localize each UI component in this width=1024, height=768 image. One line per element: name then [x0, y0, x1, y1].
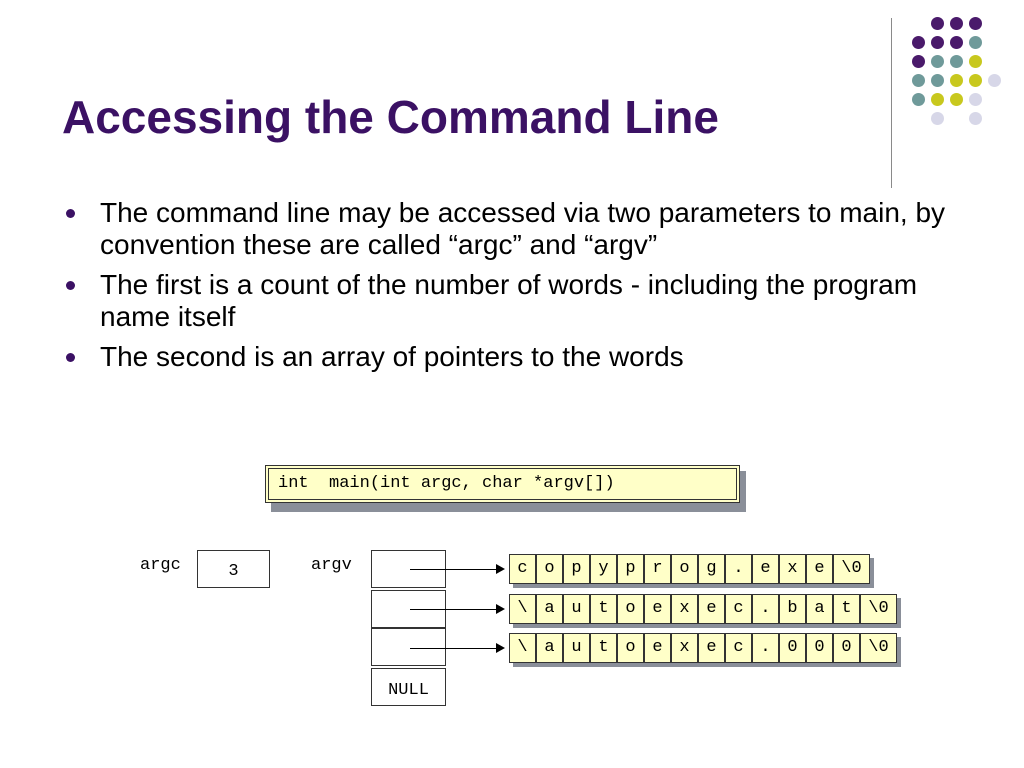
- bullet-dot-icon: [66, 209, 75, 218]
- decorative-dot: [950, 74, 963, 87]
- decorative-dot: [950, 17, 963, 30]
- bullet-text: The second is an array of pointers to the words: [100, 341, 684, 372]
- string-char-cell: b: [779, 594, 806, 624]
- bullet-item: [64, 341, 964, 373]
- string-char-cell: e: [644, 633, 671, 663]
- decorative-dot: [912, 74, 925, 87]
- string-char-cell: e: [698, 594, 725, 624]
- string-char-cell: \0: [833, 554, 870, 584]
- main-signature-code: int main(int argc, char *argv[]): [265, 465, 740, 503]
- decorative-dot: [912, 55, 925, 68]
- decorative-dot: [950, 55, 963, 68]
- bullet-dot-icon: [66, 353, 75, 362]
- bullet-item: [64, 197, 964, 261]
- pointer-arrow-line: [410, 569, 498, 570]
- decorative-dot: [950, 36, 963, 49]
- bullet-text: The command line may be accessed via two parameters to main, by convention these are called “argc” and “argv”: [100, 197, 946, 260]
- bullet-dot-icon: [66, 281, 75, 290]
- string-array-0: [509, 554, 870, 584]
- string-char-cell: \0: [860, 633, 897, 663]
- pointer-arrow-line: [410, 609, 498, 610]
- string-char-cell: x: [671, 594, 698, 624]
- string-char-cell: .: [725, 554, 752, 584]
- decorative-dot: [969, 55, 982, 68]
- argc-label: argc: [140, 556, 181, 575]
- argc-value-box: 3: [197, 550, 270, 588]
- string-char-cell: p: [563, 554, 590, 584]
- string-char-cell: .: [752, 633, 779, 663]
- string-char-cell: r: [644, 554, 671, 584]
- string-char-cell: e: [644, 594, 671, 624]
- string-char-cell: e: [806, 554, 833, 584]
- bullet-item: [64, 269, 964, 333]
- arrow-head-icon: [496, 604, 505, 614]
- string-char-cell: o: [671, 554, 698, 584]
- string-char-cell: u: [563, 594, 590, 624]
- arrow-head-icon: [496, 564, 505, 574]
- string-array-1: [509, 594, 897, 624]
- string-char-cell: a: [806, 594, 833, 624]
- string-char-cell: \0: [860, 594, 897, 624]
- string-char-cell: a: [536, 594, 563, 624]
- pointer-arrow-line: [410, 648, 498, 649]
- bullet-text: The first is a count of the number of words - including the program name itself: [100, 269, 918, 332]
- slide-title: Accessing the Command Line: [62, 91, 719, 143]
- string-char-cell: c: [509, 554, 536, 584]
- argv-null-cell: NULL: [371, 668, 446, 706]
- string-char-cell: o: [617, 633, 644, 663]
- decorative-dot: [912, 36, 925, 49]
- title-divider: [891, 18, 892, 188]
- decorative-dot: [931, 36, 944, 49]
- decorative-dot: [969, 112, 982, 125]
- decorative-dot: [969, 17, 982, 30]
- string-char-cell: t: [590, 594, 617, 624]
- string-char-cell: e: [752, 554, 779, 584]
- string-char-cell: y: [590, 554, 617, 584]
- string-char-cell: g: [698, 554, 725, 584]
- string-array-2: [509, 633, 897, 663]
- string-char-cell: 0: [806, 633, 833, 663]
- decorative-dot: [931, 17, 944, 30]
- string-char-cell: e: [698, 633, 725, 663]
- string-char-cell: o: [536, 554, 563, 584]
- string-char-cell: o: [617, 594, 644, 624]
- argv-pointer-cell-2: [371, 628, 446, 666]
- string-char-cell: t: [833, 594, 860, 624]
- decorative-dot: [969, 93, 982, 106]
- string-char-cell: .: [752, 594, 779, 624]
- string-char-cell: c: [725, 633, 752, 663]
- bullet-list: [64, 197, 964, 381]
- arrow-head-icon: [496, 643, 505, 653]
- decorative-dot: [931, 93, 944, 106]
- decorative-dot: [969, 74, 982, 87]
- string-char-cell: x: [779, 554, 806, 584]
- string-char-cell: c: [725, 594, 752, 624]
- decorative-dot: [969, 36, 982, 49]
- string-char-cell: t: [590, 633, 617, 663]
- string-char-cell: p: [617, 554, 644, 584]
- decorative-dot: [931, 112, 944, 125]
- string-char-cell: 0: [779, 633, 806, 663]
- decorative-dot: [950, 93, 963, 106]
- string-char-cell: x: [671, 633, 698, 663]
- string-char-cell: 0: [833, 633, 860, 663]
- decorative-dot: [931, 55, 944, 68]
- argv-label: argv: [311, 556, 352, 575]
- string-char-cell: \: [509, 633, 536, 663]
- decorative-dot: [988, 74, 1001, 87]
- string-char-cell: \: [509, 594, 536, 624]
- decorative-dot: [912, 93, 925, 106]
- string-char-cell: u: [563, 633, 590, 663]
- string-char-cell: a: [536, 633, 563, 663]
- decorative-dot: [931, 74, 944, 87]
